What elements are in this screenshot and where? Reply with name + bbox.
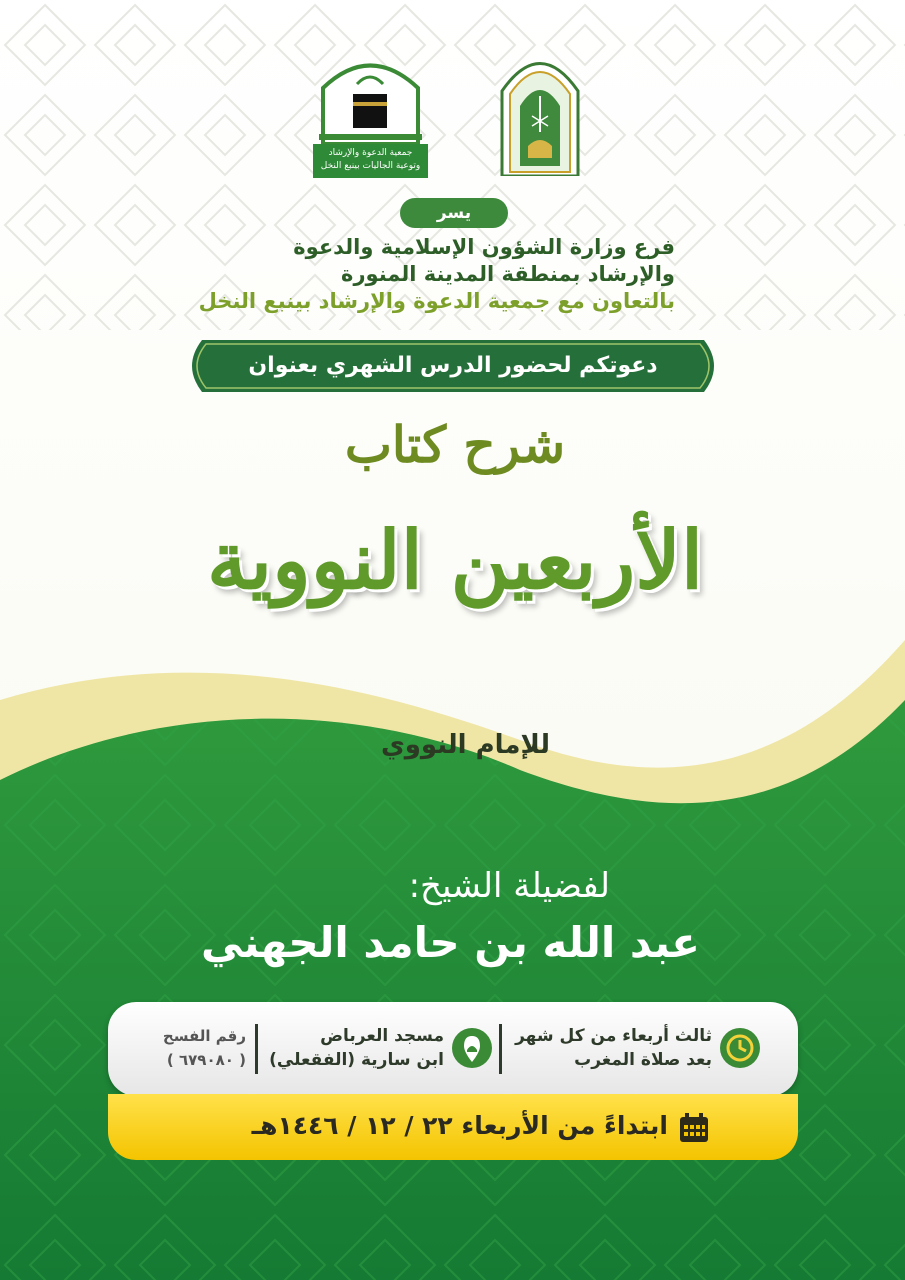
place-line2: ابن سارية (الفقعلي) xyxy=(269,1050,444,1070)
invite-text: دعوتكم لحضور الدرس الشهري بعنوان xyxy=(248,353,658,378)
clock-icon xyxy=(720,1028,760,1068)
permit-info xyxy=(126,1024,246,1072)
book-title: الأربعين النووية xyxy=(206,513,704,607)
sheikh-name: عبد الله بن حامد الجهني xyxy=(200,918,700,967)
ministry-logo xyxy=(498,46,582,176)
association-name-line1: جمعية الدعوة والإرشاد xyxy=(328,148,413,158)
logos-row xyxy=(0,38,905,178)
time-line2: بعد صلاة المغرب xyxy=(574,1050,712,1070)
book-title-prefix: شرح كتاب xyxy=(344,415,566,474)
calendar-icon xyxy=(678,1112,710,1144)
association-logo xyxy=(313,48,428,171)
divider xyxy=(255,1024,258,1074)
place-info xyxy=(254,1024,444,1072)
book-title-block xyxy=(150,405,760,725)
date-bar xyxy=(108,1094,798,1160)
sheikh-label: لفضيلة الشيخ: xyxy=(408,866,610,906)
time-line1: ثالث أربعاء من كل شهر xyxy=(515,1026,712,1046)
permit-number: ( ٦٧٩٠٨٠ ) xyxy=(166,1051,246,1069)
intro-line2: والإرشاد بمنطقة المدينة المنورة xyxy=(341,262,675,286)
time-info xyxy=(492,1024,712,1072)
location-mosque-icon xyxy=(452,1028,492,1068)
yasur-badge: يسر xyxy=(400,198,508,228)
divider xyxy=(499,1024,502,1074)
intro-line1: فرع وزارة الشؤون الإسلامية والدعوة xyxy=(293,235,675,259)
association-name-band xyxy=(313,144,428,178)
association-name-line2: وتوعية الجاليات بينبع النخل xyxy=(320,161,421,171)
intro-text xyxy=(175,234,675,315)
permit-line1: رقم الفسح xyxy=(162,1027,246,1045)
place-line1: مسجد العرباض xyxy=(320,1026,444,1046)
intro-line3: بالتعاون مع جمعية الدعوة والإرشاد بينبع النخل xyxy=(198,289,675,313)
info-bar xyxy=(108,1002,798,1096)
start-date: ابتداءً من الأربعاء ٢٢ / ١٢ / ١٤٤٦هـ xyxy=(251,1111,668,1140)
invite-banner xyxy=(182,340,724,392)
book-author: للإمام النووي xyxy=(380,730,550,760)
kaaba-emblem-icon xyxy=(313,48,428,144)
